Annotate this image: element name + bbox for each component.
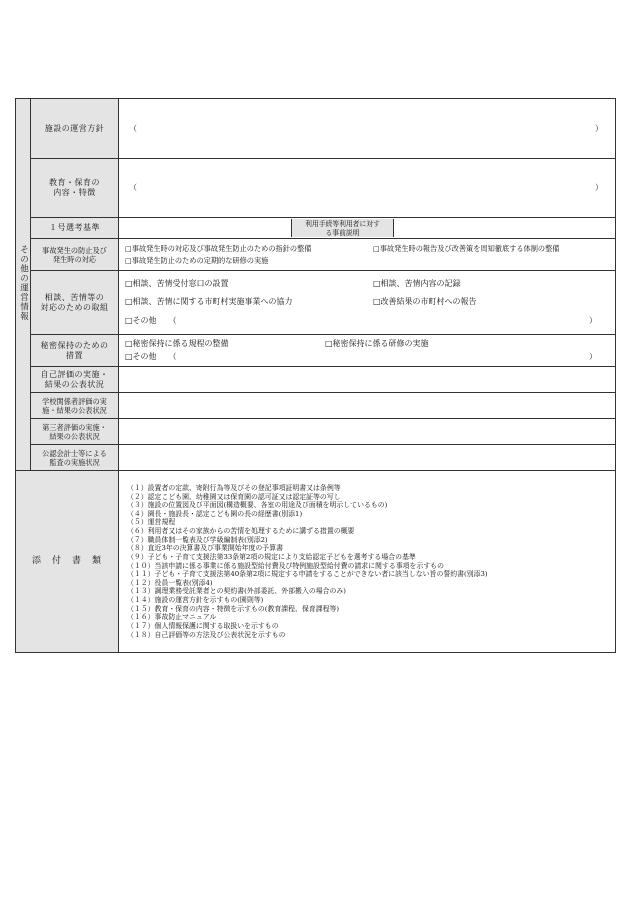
- attachment-item: （１８）自己評価等の方法及び公表状況を示すもの: [127, 630, 286, 639]
- third-eval-label-line2: 結果の公表状況: [49, 431, 100, 441]
- accident-guideline-checkbox[interactable]: □事故発生時の対応及び事故発生防止のための指針の整備: [125, 244, 312, 253]
- section-label-text: その他の運営情報: [18, 245, 29, 322]
- policy-field[interactable]: [119, 99, 616, 159]
- accident-label-line1: 事故発生の防止及び: [42, 245, 107, 255]
- third-eval-row: [16, 419, 616, 445]
- attachments-row: [16, 471, 616, 653]
- attachment-item: （１）設置者の定款、寄附行為等及びその登記事項証明書又は条例等: [127, 483, 341, 492]
- attachment-item: （１０）当該申請に係る事業に係る施設型給付費及び特例施設型給付費の請求に関する事項を示すもの: [127, 561, 444, 570]
- self-eval-field[interactable]: [119, 367, 616, 393]
- complaints-window-checkbox[interactable]: □相談、苦情受付窓口の設置: [125, 278, 229, 288]
- accident-label: [31, 239, 119, 271]
- confidentiality-rules-checkbox[interactable]: □秘密保持に係る規程の整備: [125, 339, 229, 349]
- self-eval-row: [16, 367, 616, 393]
- self-eval-label: [31, 367, 119, 393]
- confidentiality-row: [16, 335, 616, 367]
- complaints-report-checkbox[interactable]: □改善結果の市町村への報告: [373, 297, 477, 307]
- accident-report-checkbox[interactable]: □事故発生時の報告及び改善策を周知徹底する体制の整備: [373, 244, 560, 253]
- confidentiality-options: [119, 335, 616, 367]
- criteria-label: １号選考基準: [31, 218, 119, 239]
- complaints-options: [119, 271, 616, 335]
- complaints-label-line2: 対応のための取組: [40, 302, 109, 312]
- complaints-row: [16, 271, 616, 335]
- attachment-item: （１５）教育・保育の内容・特徴を示すもの(教育課程、保育課程等): [127, 604, 340, 613]
- prior-explanation-line2: る事前説明: [325, 228, 360, 237]
- complaints-label: [31, 271, 119, 335]
- third-eval-label-line1: 第三者評価の実施・: [42, 422, 107, 432]
- accident-training-checkbox[interactable]: □事故発生防止のための定期的な研修の実施: [125, 256, 269, 265]
- attachment-item: （１３）調理業務受託業者との契約書(外部委託、外部搬入の場合のみ): [127, 587, 346, 596]
- criteria-field: [119, 218, 616, 239]
- third-eval-field[interactable]: [119, 419, 616, 445]
- audit-label-line1: 公認会計士等による: [42, 448, 107, 458]
- confidentiality-label-line2: 措置: [66, 350, 83, 360]
- attachment-item: （１４）施設の運営方針を示すもの(園則等): [127, 596, 264, 604]
- attachment-item: （２）認定こども園、幼稚園又は保育園の認可証又は認定証等の写し: [127, 492, 341, 501]
- attachment-item: （１１）子ども・子育て支援法第40条第2項に規定する申請をすることができない者に該当しない旨の誓約書(別添3): [127, 570, 488, 579]
- school-eval-row: [16, 393, 616, 419]
- prior-explanation-label: [291, 219, 394, 238]
- education-label: [31, 159, 119, 218]
- attachment-item: （９）子ども・子育て支援法第33条第2項の規定により支給認定子どもを選考する場合の基準: [127, 552, 416, 561]
- audit-row: [16, 445, 616, 471]
- school-eval-field[interactable]: [119, 393, 616, 419]
- confidentiality-other-close-paren: ）: [589, 351, 597, 361]
- education-open-paren: （: [129, 183, 137, 192]
- third-eval-label: [31, 419, 119, 445]
- complaints-other-checkbox[interactable]: □その他 （: [125, 315, 177, 325]
- attachment-item: （３）施設の位置図及び平面図(構造概要、各室の用途及び面積を明示しているもの): [127, 501, 388, 510]
- attachment-item: （７）職員体制一覧表及び学級編制表(別添2): [127, 535, 268, 544]
- audit-field[interactable]: [119, 445, 616, 471]
- self-eval-label-line2: 結果の公表状況: [44, 379, 105, 389]
- confidentiality-label-line1: 秘密保持のための: [40, 340, 109, 350]
- attachment-item: （６）利用者又はその家族からの苦情を処理するために講ずる措置の概要: [127, 527, 355, 535]
- prior-explanation-line1: 利用手続等利用者に対す: [305, 219, 380, 228]
- school-eval-label-line2: 施・結果の公表状況: [42, 405, 107, 415]
- operation-info-table: [15, 98, 616, 653]
- section-label: [16, 99, 31, 471]
- criteria-row: [16, 218, 616, 239]
- attachment-item: （８）直近3年の決算書及び事業開始年度の予算書: [127, 544, 283, 553]
- policy-open-paren: （: [129, 123, 137, 133]
- complaints-record-checkbox[interactable]: □相談、苦情内容の記録: [373, 278, 461, 288]
- policy-close-paren: ）: [595, 123, 603, 133]
- accident-label-line2: 発生時の対応: [52, 254, 97, 264]
- attachment-item: （５）運営規程: [127, 518, 176, 527]
- accident-options: [119, 239, 616, 271]
- complaints-cooperation-checkbox[interactable]: □相談、苦情に関する市町村実施事業への協力: [125, 297, 293, 307]
- education-label-line2: 内容・特徴: [53, 188, 96, 197]
- attachment-item: （１６）事故防止マニュアル: [127, 613, 217, 622]
- confidentiality-label: [31, 335, 119, 367]
- audit-label-line2: 監査の実施状況: [49, 457, 100, 467]
- complaints-label-line1: 相談、苦情等の: [44, 292, 105, 302]
- audit-label: [31, 445, 119, 471]
- attachments-list: [119, 471, 616, 653]
- self-eval-label-line1: 自己評価の実施・: [40, 369, 109, 379]
- school-eval-label-line1: 学校関係者評価の実: [42, 396, 107, 406]
- education-close-paren: ）: [595, 183, 603, 192]
- criteria-input[interactable]: [119, 219, 291, 238]
- attachment-item: （１２）役員一覧表(別添4): [127, 578, 213, 587]
- prior-explanation-input[interactable]: [394, 219, 615, 238]
- education-label-line1: 教育・保育の: [49, 178, 100, 187]
- education-row: [16, 159, 616, 218]
- confidentiality-other-checkbox[interactable]: □その他 （: [125, 351, 177, 361]
- accident-row: [16, 239, 616, 271]
- policy-row: [16, 99, 616, 159]
- attachment-item: （４）園長・施設長・認定こども園の長の経歴書(別添1): [127, 509, 303, 518]
- complaints-other-close-paren: ）: [589, 315, 597, 325]
- school-eval-label: [31, 393, 119, 419]
- attachment-item: （１７）個人情報保護に関する取扱いを示すもの: [127, 621, 279, 630]
- confidentiality-training-checkbox[interactable]: □秘密保持に係る研修の実施: [325, 339, 429, 349]
- attachments-label: 添 付 書 類: [16, 471, 119, 653]
- policy-label: 施設の運営方針: [31, 99, 119, 159]
- education-field[interactable]: [119, 159, 616, 218]
